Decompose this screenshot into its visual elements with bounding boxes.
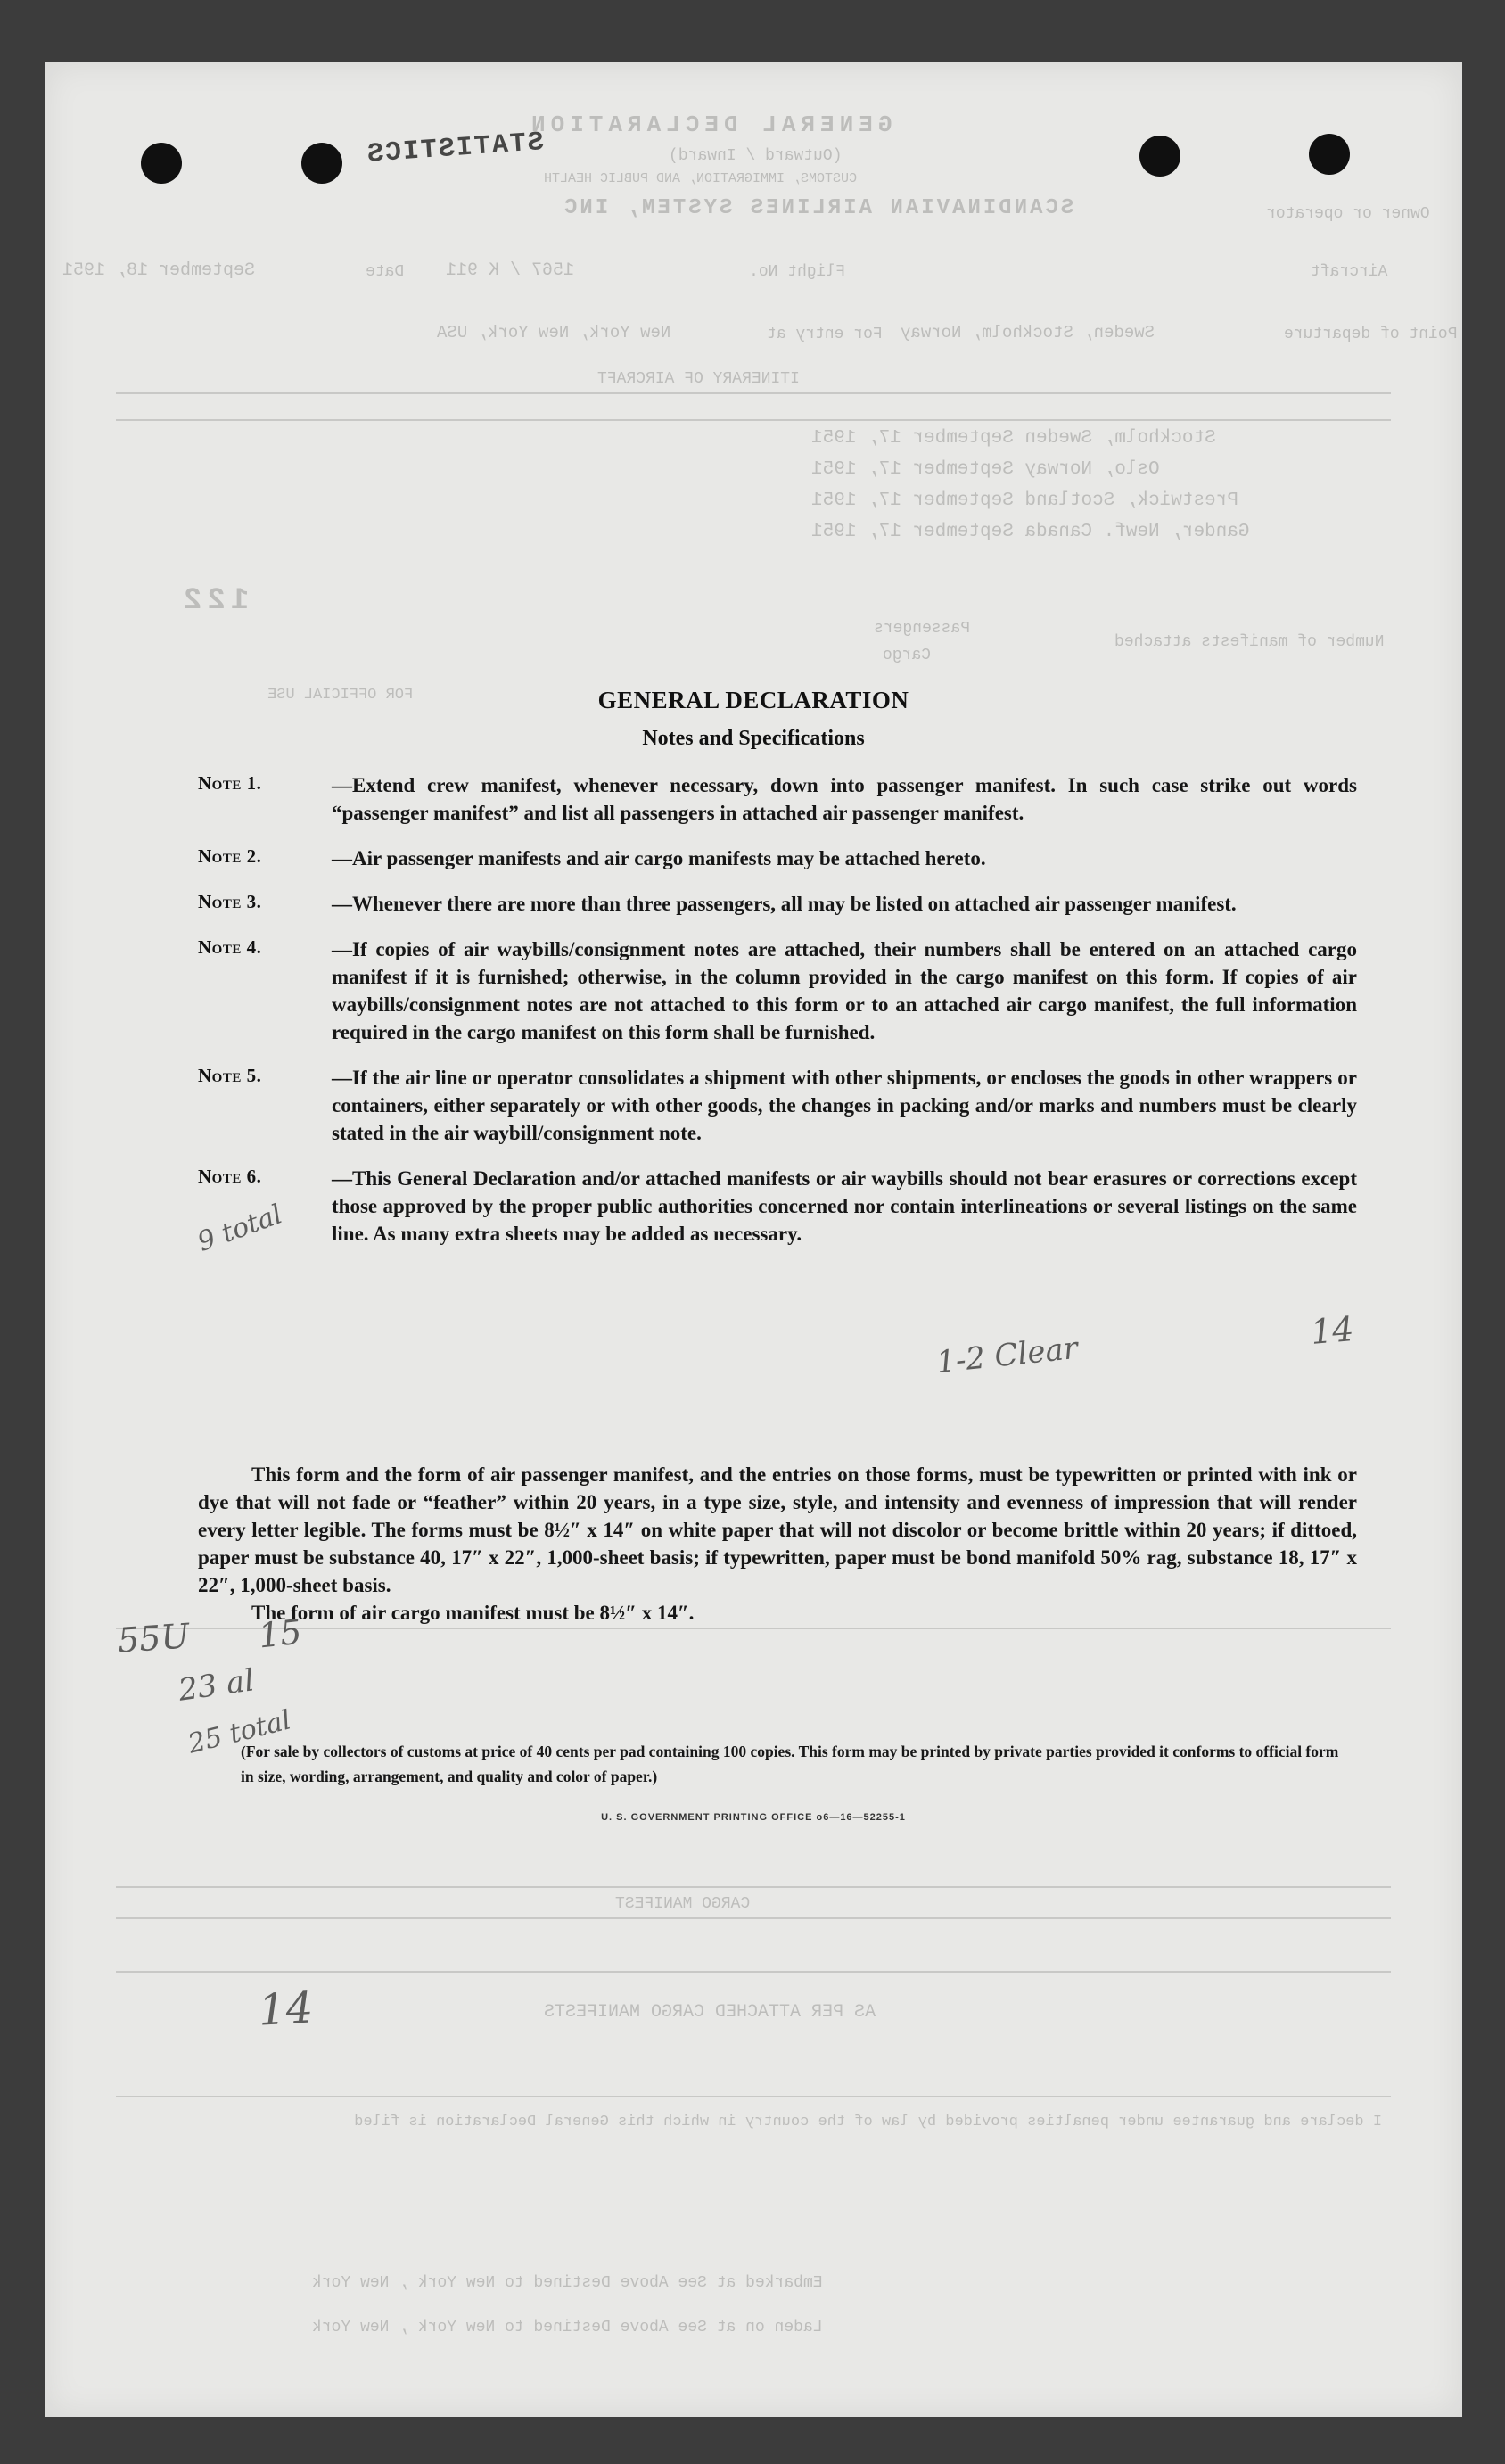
ghost-owner-label: Owner or operator bbox=[1266, 205, 1430, 223]
note-label: Note 5. bbox=[198, 1065, 262, 1086]
ghost-header: GENERAL DECLARATION bbox=[526, 111, 892, 138]
handwriting-note: 14 bbox=[1309, 1308, 1356, 1353]
printer-imprint: U. S. GOVERNMENT PRINTING OFFICE o6—16—52255-1 bbox=[601, 1812, 906, 1823]
ghost-rule bbox=[116, 392, 1391, 394]
ghost-itinerary-row: Stockholm, Sweden September 17, 1951 bbox=[811, 428, 1216, 449]
notes-list bbox=[198, 771, 1357, 1265]
note-text: —Whenever there are more than three passengers, all may be listed on attached air passenger manifest. bbox=[332, 893, 1237, 915]
ghost-passengers-label: Passengers bbox=[874, 620, 971, 638]
note-label: Note 4. bbox=[198, 936, 262, 958]
ghost-date-value: September 18, 1951 bbox=[62, 260, 256, 281]
note-label: Note 1. bbox=[198, 772, 262, 794]
punch-hole bbox=[1139, 136, 1180, 177]
handwriting-note: 1-2 Clear bbox=[934, 1330, 1080, 1381]
ghost-as-per: AS PER ATTACHED CARGO MANIFESTS bbox=[544, 2002, 876, 2023]
note-text: —Air passenger manifests and air cargo manifests may be attached hereto. bbox=[332, 847, 986, 869]
ghost-subheader: (Outward / Inward) bbox=[669, 147, 843, 165]
ghost-itinerary-title: ITINERARY OF AIRCRAFT bbox=[597, 370, 800, 388]
ghost-cargo-label: Cargo bbox=[883, 647, 932, 664]
ghost-itinerary-row: Gander, Newf. Canada September 17, 1951 bbox=[811, 522, 1250, 542]
ghost-flight-value: 1567 / K 911 bbox=[446, 260, 575, 281]
punch-hole bbox=[141, 143, 182, 184]
ghost-arrival-label: For entry at bbox=[767, 326, 883, 343]
ghost-departure-value: Sweden, Stockholm, Norway bbox=[901, 323, 1155, 342]
punch-hole bbox=[301, 143, 342, 184]
handwriting-note: 15 bbox=[256, 1611, 304, 1656]
ghost-official-use: FOR OFFICIAL USE bbox=[267, 687, 414, 704]
ghost-embarked: Embarked at See Above Destined to New York , New York bbox=[312, 2274, 823, 2292]
ghost-rule bbox=[116, 1917, 1391, 1919]
ghost-itinerary-row: Prestwick, Scotland September 17, 1951 bbox=[811, 490, 1238, 511]
specification-text: This form and the form of air passenger manifest, and the entries on those forms, must be typewritten or printed with ink or dye that will not fade or “feather” within 20 years, in a type size, style, and intensity and evenness of impression that will render every letter legible. The forms must be 8½″ x 14″ on white paper that will not discolor or become brittle within 20 years; if dittoed, paper must be substance 40, 17″ x 22″, 1,000-sheet basis; if typewritten, paper must be bond manifold 50% rag, substance 18, 17″ x 22″, 1,000-sheet basis. bbox=[198, 1463, 1357, 1596]
ghost-arrival-value: New York, New York, USA bbox=[437, 323, 671, 342]
note-text: —If the air line or operator consolidates a shipment with other shipments, or encloses the goods in other wrappers or containers, either separately or with other goods, the changes in packing and/or marks and numbers must be clearly stated in the air waybill/consignment note. bbox=[332, 1067, 1357, 1144]
document-title: GENERAL DECLARATION bbox=[597, 687, 909, 713]
note-item bbox=[198, 935, 1357, 1046]
note-text: —Extend crew manifest, whenever necessary, down into passenger manifest. In such case strike out words “passenger manifest” and list all passengers in attached air passenger manifest. bbox=[332, 774, 1357, 824]
specification-last-line: The form of air cargo manifest must be 8½″ x 14″. bbox=[251, 1602, 695, 1624]
ghost-rule bbox=[116, 1628, 1391, 1629]
ghost-agency: CUSTOMS, IMMIGRATION, AND PUBLIC HEALTH bbox=[544, 171, 858, 186]
note-label: Note 2. bbox=[198, 845, 262, 867]
ghost-flight-label: Flight No. bbox=[749, 263, 846, 281]
document-sheet bbox=[45, 62, 1462, 2417]
ghost-cargo-manifest: CARGO MANIFEST bbox=[615, 1895, 751, 1913]
ghost-declare: I declare and guarantee under penalties provided by law of the country in which this General Declaration is filed bbox=[354, 2114, 1382, 2130]
handwriting-note: 25 total bbox=[185, 1704, 294, 1760]
punch-hole bbox=[1309, 134, 1350, 175]
note-text: —If copies of air waybills/consignment notes are attached, their numbers shall be entered on an attached cargo manifest if it is furnished; otherwise, in the column provided in the cargo manifest on this form. If copies of air waybills/consignment notes are not attached to this form or to an attached air cargo manifest, the full information required in the cargo manifest on this form shall be furnished. bbox=[332, 938, 1357, 1043]
note-item bbox=[198, 1064, 1357, 1147]
note-text: —This General Declaration and/or attached manifests or air waybills should not bear erasures or corrections except those approved by the proper public authorities concerned nor contain interlineations or several listings on the same line. As many extra sheets may be added as necessary. bbox=[332, 1167, 1357, 1245]
ghost-departure-label: Point of departure bbox=[1284, 326, 1458, 343]
note-item bbox=[198, 771, 1357, 827]
handwriting-note: 23 al bbox=[176, 1662, 257, 1709]
ghost-owner-value: SCANDINAVIAN AIRLINES SYSTEM, INC bbox=[562, 196, 1074, 220]
ghost-count: 122 bbox=[178, 584, 250, 618]
note-item bbox=[198, 890, 1357, 918]
ghost-rule bbox=[116, 1971, 1391, 1973]
note-item bbox=[198, 845, 1357, 872]
ghost-date-label: Date bbox=[366, 263, 405, 281]
ghost-laden: Laden on at See Above Destined to New York , New York bbox=[312, 2319, 823, 2336]
ghost-rule bbox=[116, 1886, 1391, 1888]
handwriting-note: 9 total bbox=[193, 1199, 287, 1258]
note-item bbox=[198, 1165, 1357, 1248]
note-label: Note 6. bbox=[198, 1166, 262, 1187]
ghost-rule bbox=[116, 419, 1391, 421]
ghost-itinerary-row: Oslo, Norway September 17, 1951 bbox=[811, 459, 1160, 480]
ghost-manifests-label: Number of manifests attached bbox=[1114, 633, 1385, 651]
note-label: Note 3. bbox=[198, 891, 262, 912]
handwriting-note: 55U bbox=[116, 1616, 191, 1661]
specification-paragraph bbox=[198, 1461, 1357, 1627]
ghost-aircraft-label: Aircraft bbox=[1311, 263, 1388, 281]
document-subtitle: Notes and Specifications bbox=[642, 727, 865, 750]
handwriting-note: 14 bbox=[257, 1982, 315, 2036]
statistics-stamp: STATISTICS bbox=[365, 128, 545, 170]
sale-note: (For sale by collectors of customs at price of 40 cents per pad containing 100 copies. This form may be printed by private parties provided it conforms to official form in size, wording, arrangement, and quality and color of paper.) bbox=[241, 1743, 1339, 1785]
ghost-rule bbox=[116, 2096, 1391, 2097]
